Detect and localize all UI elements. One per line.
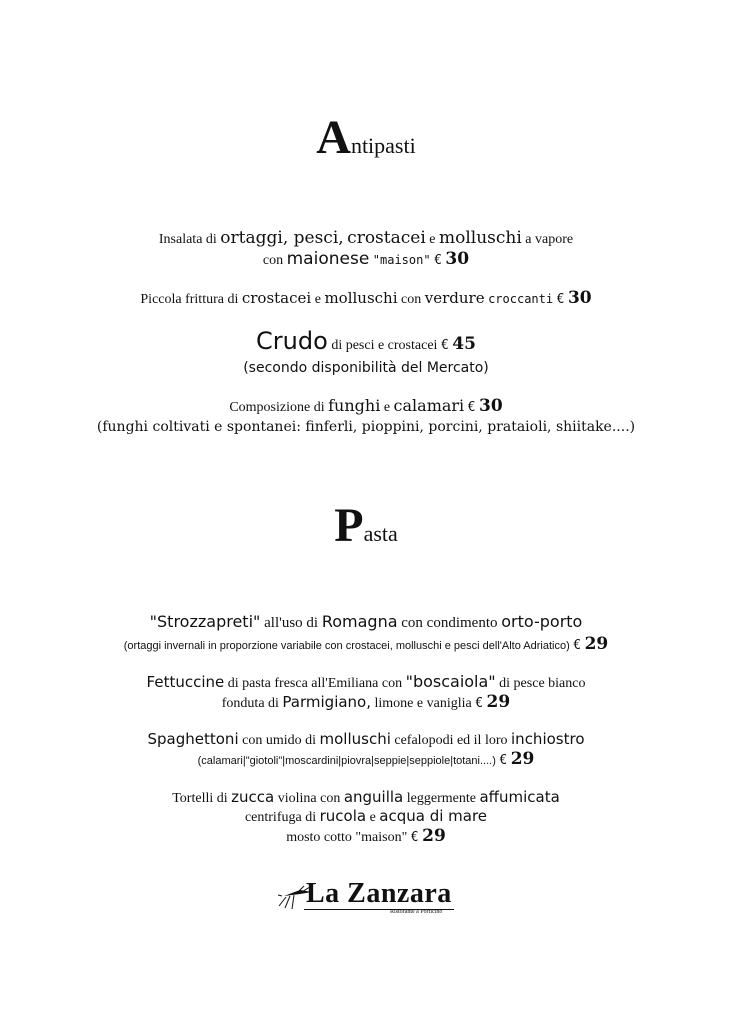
- text: Tortelli di: [172, 791, 228, 806]
- menu-item-fettuccine: [0, 672, 732, 694]
- text: (ortaggi invernali in proporzione variabile con crostacei, molluschi e pesci dell'Alto Adriatico): [123, 640, 570, 652]
- text: orto-porto: [501, 612, 583, 631]
- menu-item-fettuccine-line2: [0, 692, 732, 714]
- text: limone e vaniglia: [374, 696, 472, 711]
- menu-item-spaghettoni-note: [0, 749, 732, 771]
- menu-item-tortelli-line2: [0, 806, 732, 828]
- text: Parmigiano,: [282, 693, 372, 711]
- menu-item-crudo: [0, 326, 732, 361]
- text: con: [401, 292, 422, 307]
- menu-item-spaghettoni: [0, 729, 732, 751]
- text: (calamari|"giotoli"|moscardini|piovra|seppie|seppiole|totani....): [197, 755, 496, 767]
- euro-sign: €: [573, 638, 582, 653]
- text: "Strozzapreti": [149, 612, 261, 631]
- text: funghi: [328, 396, 381, 415]
- text: croccanti: [488, 292, 554, 306]
- text: e: [429, 232, 436, 247]
- text: e: [383, 400, 391, 415]
- price: 29: [422, 826, 446, 846]
- text: Insalata di: [158, 232, 217, 247]
- text: crostacei: [347, 228, 426, 248]
- price: 30: [445, 249, 470, 269]
- text: e: [369, 810, 376, 825]
- text: maionese: [286, 249, 370, 269]
- section-title-pasta: [0, 498, 732, 553]
- title-rest: ntipasti: [350, 133, 416, 158]
- text: con condimento: [401, 615, 498, 631]
- euro-sign: €: [556, 292, 565, 307]
- text: a vapore: [525, 232, 574, 247]
- text: Spaghettoni: [147, 730, 239, 748]
- text: Composizione di: [229, 400, 325, 415]
- price: 29: [510, 749, 535, 769]
- price: 30: [479, 396, 503, 416]
- text: di pesci e crostacei: [331, 338, 438, 353]
- logo-name: La Zanzara: [306, 878, 452, 909]
- text: inchiostro: [511, 730, 585, 748]
- menu-item-crudo-note: (secondo disponibilità del Mercato): [243, 360, 489, 376]
- text: di pasta fresca all'Emiliana con: [227, 676, 403, 691]
- title-rest: asta: [363, 521, 398, 546]
- text: zucca: [231, 788, 275, 806]
- text: anguilla: [343, 788, 404, 806]
- euro-sign: €: [475, 696, 484, 711]
- menu-item-insalata-line1: [0, 228, 732, 250]
- text: violina con: [277, 791, 341, 806]
- menu-item-frittura: [0, 288, 732, 310]
- menu-item-strozzapreti: [0, 612, 732, 633]
- euro-sign: €: [410, 830, 419, 845]
- logo-subtitle: Ristorante a Porticino: [390, 909, 443, 915]
- euro-sign: €: [467, 400, 476, 415]
- menu-item-tortelli-line3: [0, 826, 732, 848]
- price: 45: [452, 334, 476, 354]
- text: leggermente: [406, 791, 476, 806]
- euro-sign: €: [434, 253, 442, 268]
- menu-item-composizione: [0, 396, 732, 418]
- text: "boscaiola": [405, 672, 496, 691]
- text: Piccola frittura di: [140, 292, 239, 307]
- menu-item-composizione-note: (funghi coltivati e spontanei: finferli, pioppini, porcini, prataioli, shiitake....): [96, 419, 636, 435]
- text: con umido di: [242, 733, 316, 748]
- text: crostacei: [241, 289, 312, 307]
- text: Romagna: [321, 612, 398, 631]
- text: "maison": [355, 830, 408, 845]
- text: rucola: [319, 807, 367, 825]
- price: 29: [486, 692, 511, 712]
- text: cefalopodi ed il loro: [394, 733, 508, 748]
- text: Fettuccine: [146, 673, 225, 691]
- section-title-antipasti: [0, 110, 732, 165]
- euro-sign: €: [499, 753, 508, 768]
- text: "maison": [372, 253, 431, 267]
- text: di pesce bianco: [499, 676, 586, 691]
- restaurant-logo: [278, 878, 468, 914]
- text: verdure: [424, 289, 485, 307]
- text: centrifuga di: [244, 810, 317, 825]
- text: affumicata: [479, 788, 560, 806]
- text: mosto cotto: [286, 830, 352, 845]
- text: acqua di mare: [379, 807, 488, 825]
- title-cap: P: [334, 499, 364, 552]
- text: fonduta di: [221, 696, 279, 711]
- text: Crudo: [256, 327, 328, 355]
- text: calamari: [393, 396, 465, 415]
- menu-item-insalata-line2: [0, 249, 732, 271]
- text: ortaggi, pesci,: [220, 228, 344, 248]
- text: molluschi: [324, 289, 398, 307]
- price: 30: [567, 288, 592, 308]
- text: molluschi: [319, 730, 391, 748]
- text: e: [314, 292, 321, 307]
- menu-item-strozzapreti-note: [0, 634, 732, 656]
- text: con: [262, 253, 284, 268]
- euro-sign: €: [440, 338, 449, 353]
- title-cap: A: [316, 111, 351, 164]
- text: molluschi: [438, 228, 522, 248]
- price: 29: [584, 634, 609, 654]
- text: all'uso di: [264, 615, 319, 631]
